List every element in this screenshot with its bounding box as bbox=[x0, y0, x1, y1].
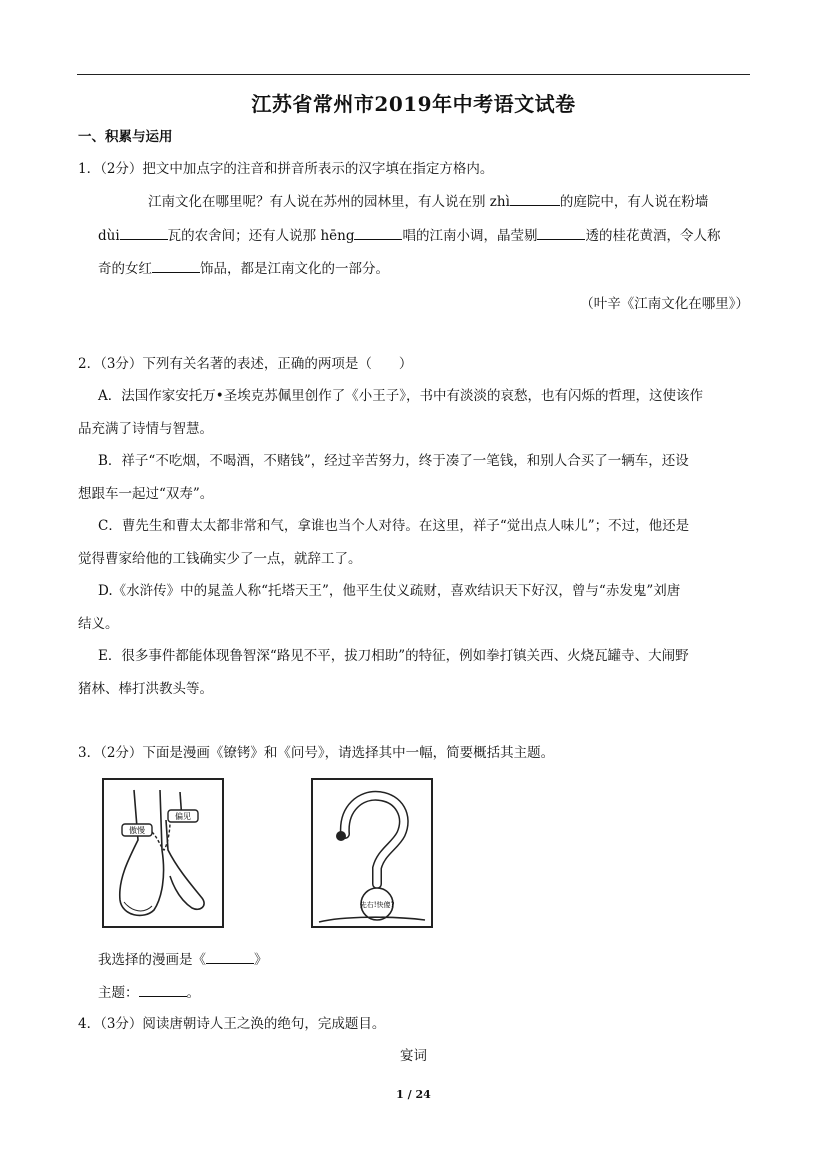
cartoon-question-mark bbox=[311, 778, 433, 928]
q2-option-a-cont: 品充满了诗情与智慧。 bbox=[78, 421, 213, 437]
q1-passage-line2: dùi 瓦的农舍间；还有人说那 hēng 唱的江南小调，晶莹剔 透的桂花黄酒，令人称 bbox=[98, 228, 721, 244]
q3-choice-line: 我选择的漫画是《 》 bbox=[98, 952, 268, 968]
q3-theme-line: 主题： 。 bbox=[98, 985, 200, 1001]
q2-option-d[interactable]: D.《水浒传》中的晁盖人称“托塔天王”，他平生仗义疏财，喜欢结识天下好汉，曾与“赤发鬼”刘唐 bbox=[98, 583, 681, 599]
cuff-label-left: 傲慢 bbox=[129, 826, 145, 835]
answer-blank[interactable] bbox=[537, 227, 585, 240]
q1-passage-line3: 奇的女红 饰品，都是江南文化的一部分。 bbox=[98, 261, 389, 277]
section-heading: 一、积累与运用 bbox=[78, 129, 173, 145]
answer-blank[interactable] bbox=[354, 227, 402, 240]
q2-option-b-cont: 想跟车一起过“双寿”。 bbox=[78, 486, 214, 502]
answer-blank[interactable] bbox=[120, 227, 168, 240]
q2-option-c-cont: 觉得曹家给他的工钱确实少了一点，就辞工了。 bbox=[78, 551, 362, 567]
q2-option-e[interactable]: E．很多事件都能体现鲁智深“路见不平，拔刀相助”的特征，例如拳打镇关西、火烧瓦罐寺、大闹野 bbox=[98, 648, 689, 664]
q1-passage-line1: 江南文化在哪里呢？有人说在苏州的园林里，有人说在别 zhì 的庭院中，有人说在粉墙 bbox=[148, 194, 709, 210]
q2-option-e-cont: 猪林、棒打洪教头等。 bbox=[78, 681, 213, 697]
question-mark-icon bbox=[313, 780, 431, 926]
cartoon-shackles bbox=[102, 778, 224, 928]
shackled-feet-icon bbox=[104, 780, 222, 926]
answer-blank[interactable] bbox=[510, 193, 560, 206]
answer-blank[interactable] bbox=[206, 951, 254, 964]
q2-heading: 2．（3分）下列有关名著的表述，正确的两项是（ ） bbox=[78, 356, 413, 372]
q4-heading: 4．（3分）阅读唐朝诗人王之涣的绝句，完成题目。 bbox=[78, 1016, 386, 1032]
page-number: 1 / 24 bbox=[396, 1088, 431, 1101]
q2-option-b[interactable]: B．祥子“不吃烟，不喝酒，不赌钱”，经过辛苦努力，终于凑了一笔钱，和别人合买了一辆车，还设 bbox=[98, 453, 689, 469]
answer-blank[interactable] bbox=[152, 260, 200, 273]
answer-blank[interactable] bbox=[139, 984, 187, 997]
header-rule bbox=[77, 74, 750, 75]
ball-label: 先右!快傻? bbox=[359, 901, 395, 909]
page-title: 江苏省常州市2019年中考语文试卷 bbox=[251, 92, 576, 116]
poem-title: 宴词 bbox=[400, 1048, 427, 1064]
q2-option-c[interactable]: C．曹先生和曹太太都非常和气，拿谁也当个人对待。在这里，祥子“觉出点人味儿”；不过，他还是 bbox=[98, 518, 690, 534]
q1-heading: 1．（2分）把文中加点字的注音和拼音所表示的汉字填在指定方格内。 bbox=[78, 161, 494, 177]
q2-option-d-cont: 结义。 bbox=[78, 616, 119, 632]
cuff-label-right: 偏见 bbox=[175, 812, 191, 821]
q1-source: （叶辛《江南文化在哪里》） bbox=[580, 296, 749, 312]
q2-option-a[interactable]: A．法国作家安托万•圣埃克苏佩里创作了《小王子》，书中有淡淡的哀愁，也有闪烁的哲理，这使该作 bbox=[98, 388, 703, 404]
q3-heading: 3．（2分）下面是漫画《镣铐》和《问号》，请选择其中一幅，简要概括其主题。 bbox=[78, 745, 555, 761]
